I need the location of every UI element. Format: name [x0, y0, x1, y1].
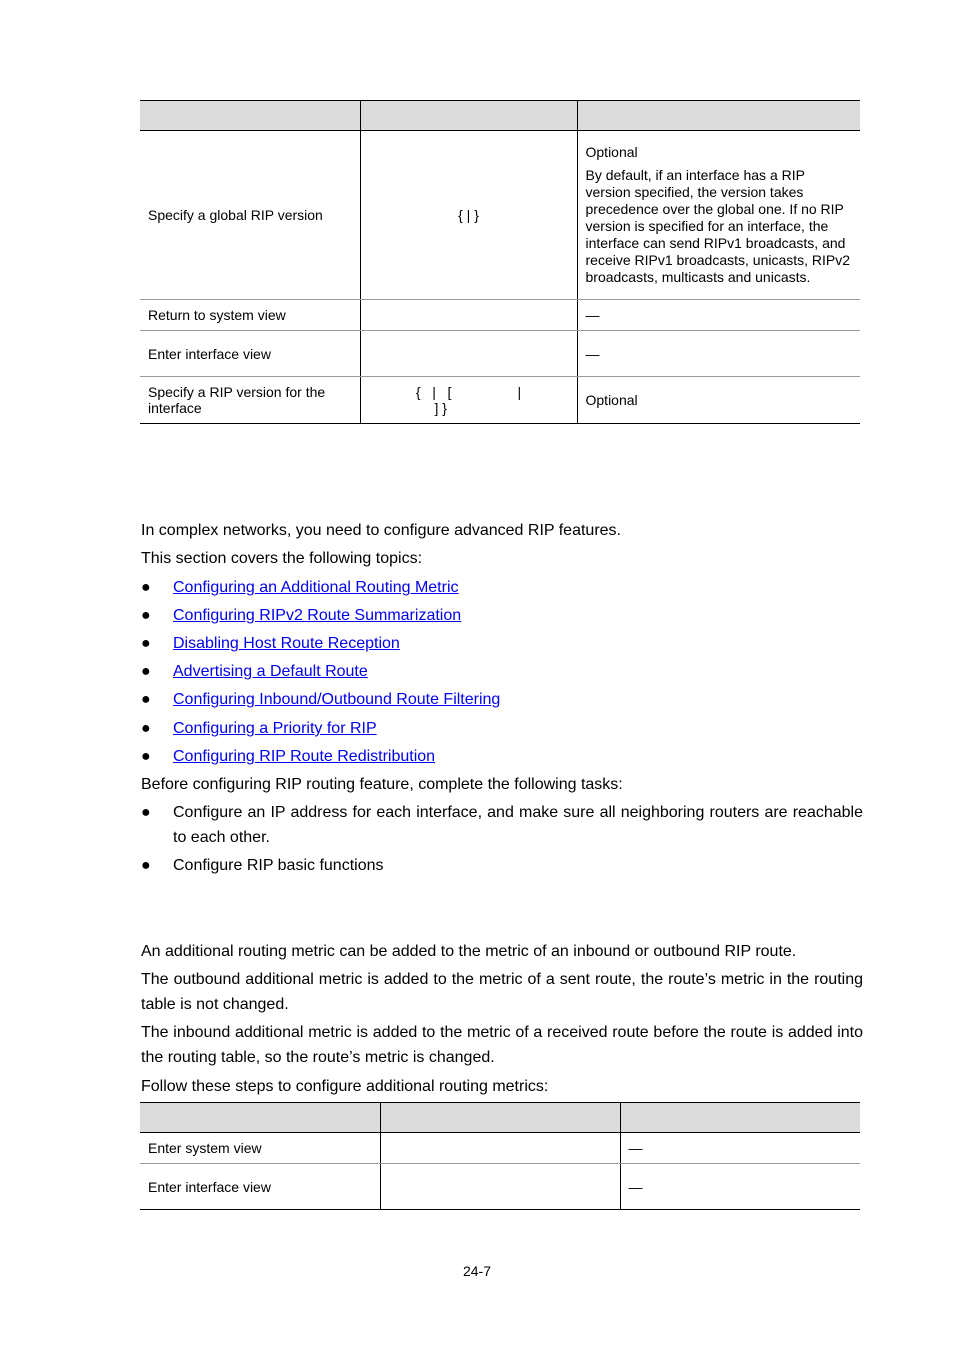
bullet-icon: ●: [141, 691, 151, 708]
command-line-2: ] }: [434, 400, 447, 416]
operation-cell: Specify a RIP version for the interface: [140, 377, 360, 424]
list-item: [141, 744, 863, 769]
header-operation: [140, 1103, 380, 1133]
bullet-icon: ●: [141, 607, 151, 624]
command-line-1: { | [ |: [415, 384, 522, 400]
remarks-cell: —: [577, 300, 860, 331]
link-additional-routing-metric[interactable]: Configuring an Additional Routing Metric: [173, 579, 459, 596]
command-cell: [380, 1133, 620, 1164]
page-number: 24-7: [462, 1263, 492, 1279]
operation-cell: Enter system view: [140, 1133, 380, 1164]
operation-cell: Enter interface view: [140, 331, 360, 377]
metric-paragraph: The outbound additional metric is added to the metric of a sent route, the route’s metric in the routing table is not changed.: [141, 971, 863, 1013]
remarks-cell: —: [577, 331, 860, 377]
bullet-icon: ●: [141, 635, 151, 652]
remarks-title: Optional: [585, 144, 638, 160]
prerequisites-intro: Before configuring RIP routing feature, complete the following tasks:: [141, 776, 623, 793]
table-row: [140, 1164, 860, 1210]
operation-cell: Return to system view: [140, 300, 360, 331]
remarks-cell: Optional: [577, 377, 860, 424]
header-remarks: [620, 1103, 860, 1133]
list-item: [141, 631, 863, 656]
table-row: [140, 1133, 860, 1164]
header-command: [360, 101, 577, 131]
remarks-cell: —: [620, 1164, 860, 1210]
link-priority-for-rip[interactable]: Configuring a Priority for RIP: [173, 720, 377, 737]
additional-metric-table: [140, 1102, 860, 1210]
header-command: [380, 1103, 620, 1133]
command-cell: [360, 331, 577, 377]
table-header-row: [140, 1103, 860, 1133]
bullet-icon: ●: [141, 663, 151, 680]
table-header-row: [140, 101, 860, 131]
command-cell: [360, 377, 577, 424]
topics-intro: This section covers the following topics:: [141, 550, 423, 567]
remarks-body: By default, if an interface has a RIP version specified, the version takes precedence over the global one. If no RIP version is specified for an interface, the interface can send RIPv1 broadcasts, and receive RIPv1 broadcasts, unicasts, RIPv2 broadcasts, multicasts and unicasts.: [585, 167, 851, 285]
list-item: [141, 716, 863, 741]
operation-cell: Specify a global RIP version: [140, 131, 360, 300]
metric-paragraph: The inbound additional metric is added to the metric of a received route before the route is added into the routing table, so the route’s metric is changed.: [141, 1024, 863, 1066]
list-item: [141, 687, 863, 712]
list-item: [141, 800, 863, 850]
link-disabling-host-route-reception[interactable]: Disabling Host Route Reception: [173, 635, 400, 652]
table-row: [140, 131, 860, 300]
table-row: [140, 300, 860, 331]
bullet-icon: ●: [141, 857, 151, 874]
bullet-icon: ●: [141, 748, 151, 765]
list-item: [141, 575, 863, 600]
operation-cell: Enter interface view: [140, 1164, 380, 1210]
link-advertising-default-route[interactable]: Advertising a Default Route: [173, 663, 368, 680]
remarks-cell: —: [620, 1133, 860, 1164]
link-route-filtering[interactable]: Configuring Inbound/Outbound Route Filtering: [173, 691, 501, 708]
bullet-icon: ●: [141, 804, 151, 821]
link-ripv2-route-summarization[interactable]: Configuring RIPv2 Route Summarization: [173, 607, 462, 624]
list-item: [141, 603, 863, 628]
metric-steps-intro: Follow these steps to configure additional routing metrics:: [141, 1078, 549, 1095]
command-cell: [380, 1164, 620, 1210]
task-text: Configure RIP basic functions: [173, 857, 384, 874]
header-operation: [140, 101, 360, 131]
bullet-icon: ●: [141, 579, 151, 596]
task-text: Configure an IP address for each interface, and make sure all neighboring routers are reachable to each other.: [173, 804, 863, 846]
bullet-icon: ●: [141, 720, 151, 737]
list-item: [141, 853, 863, 878]
remarks-cell: [577, 131, 860, 300]
command-cell: [360, 300, 577, 331]
intro-paragraph: In complex networks, you need to configure advanced RIP features.: [141, 522, 621, 539]
table-row: [140, 331, 860, 377]
rip-version-table: [140, 100, 860, 424]
header-remarks: [577, 101, 860, 131]
list-item: [141, 659, 863, 684]
table-row: [140, 377, 860, 424]
link-route-redistribution[interactable]: Configuring RIP Route Redistribution: [173, 748, 436, 765]
command-cell: { | }: [360, 131, 577, 300]
metric-paragraph: An additional routing metric can be added to the metric of an inbound or outbound RIP route.: [141, 943, 797, 960]
